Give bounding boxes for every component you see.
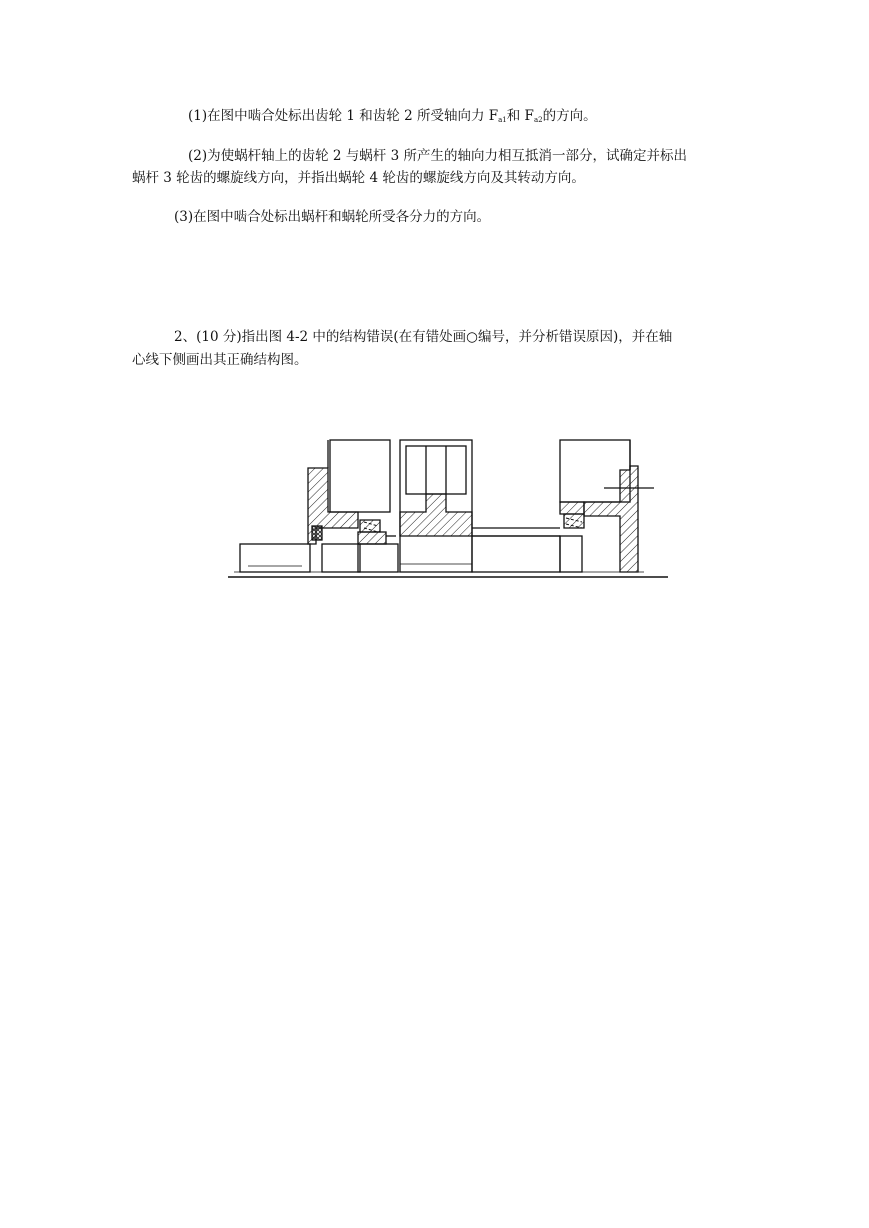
q1-part1-mid: 和 F <box>506 108 534 124</box>
left-bearing-inner <box>358 544 398 572</box>
question-2-line-2: 心线下侧画出其正确结构图。 <box>132 352 308 368</box>
question-1-part-1 <box>188 105 597 131</box>
q1-part1-suffix: 的方向。 <box>542 108 597 124</box>
shaft-assembly-figure <box>228 436 668 586</box>
left-housing-wall <box>330 440 390 512</box>
q1-part1-prefix: (1)在图中啮合处标出齿轮 1 和齿轮 2 所受轴向力 F <box>188 108 499 124</box>
left-shaft-end <box>240 544 310 572</box>
question-1-part-2-line-1: (2)为使蜗杆轴上的齿轮 2 与蜗杆 3 所产生的轴向力相互抵消一部分，试确定并标出 <box>188 148 687 164</box>
left-bearing-outer-ring <box>358 532 386 544</box>
q1-part1-sub1: a1 <box>498 116 507 124</box>
right-bearing-cover <box>584 466 638 572</box>
right-bearing-inner <box>560 536 582 572</box>
question-2-line-1: 2、(10 分)指出图 4-2 中的结构错误(在有错处画○编号，并分析错误原因)，并在轴 <box>174 329 673 345</box>
left-sleeve <box>322 544 360 572</box>
question-1-part-3: (3)在图中啮合处标出蜗杆和蜗轮所受各分力的方向。 <box>174 209 491 225</box>
question-1-part-2-line-2: 蜗杆 3 轮齿的螺旋线方向，并指出蜗轮 4 轮齿的螺旋线方向及其转动方向。 <box>132 170 585 186</box>
gear-hub <box>400 494 472 536</box>
shaft-middle <box>472 536 560 572</box>
left-seal <box>312 526 322 540</box>
shaft-assembly-drawing <box>228 436 668 586</box>
q1-part1-sub2: a2 <box>533 116 543 124</box>
